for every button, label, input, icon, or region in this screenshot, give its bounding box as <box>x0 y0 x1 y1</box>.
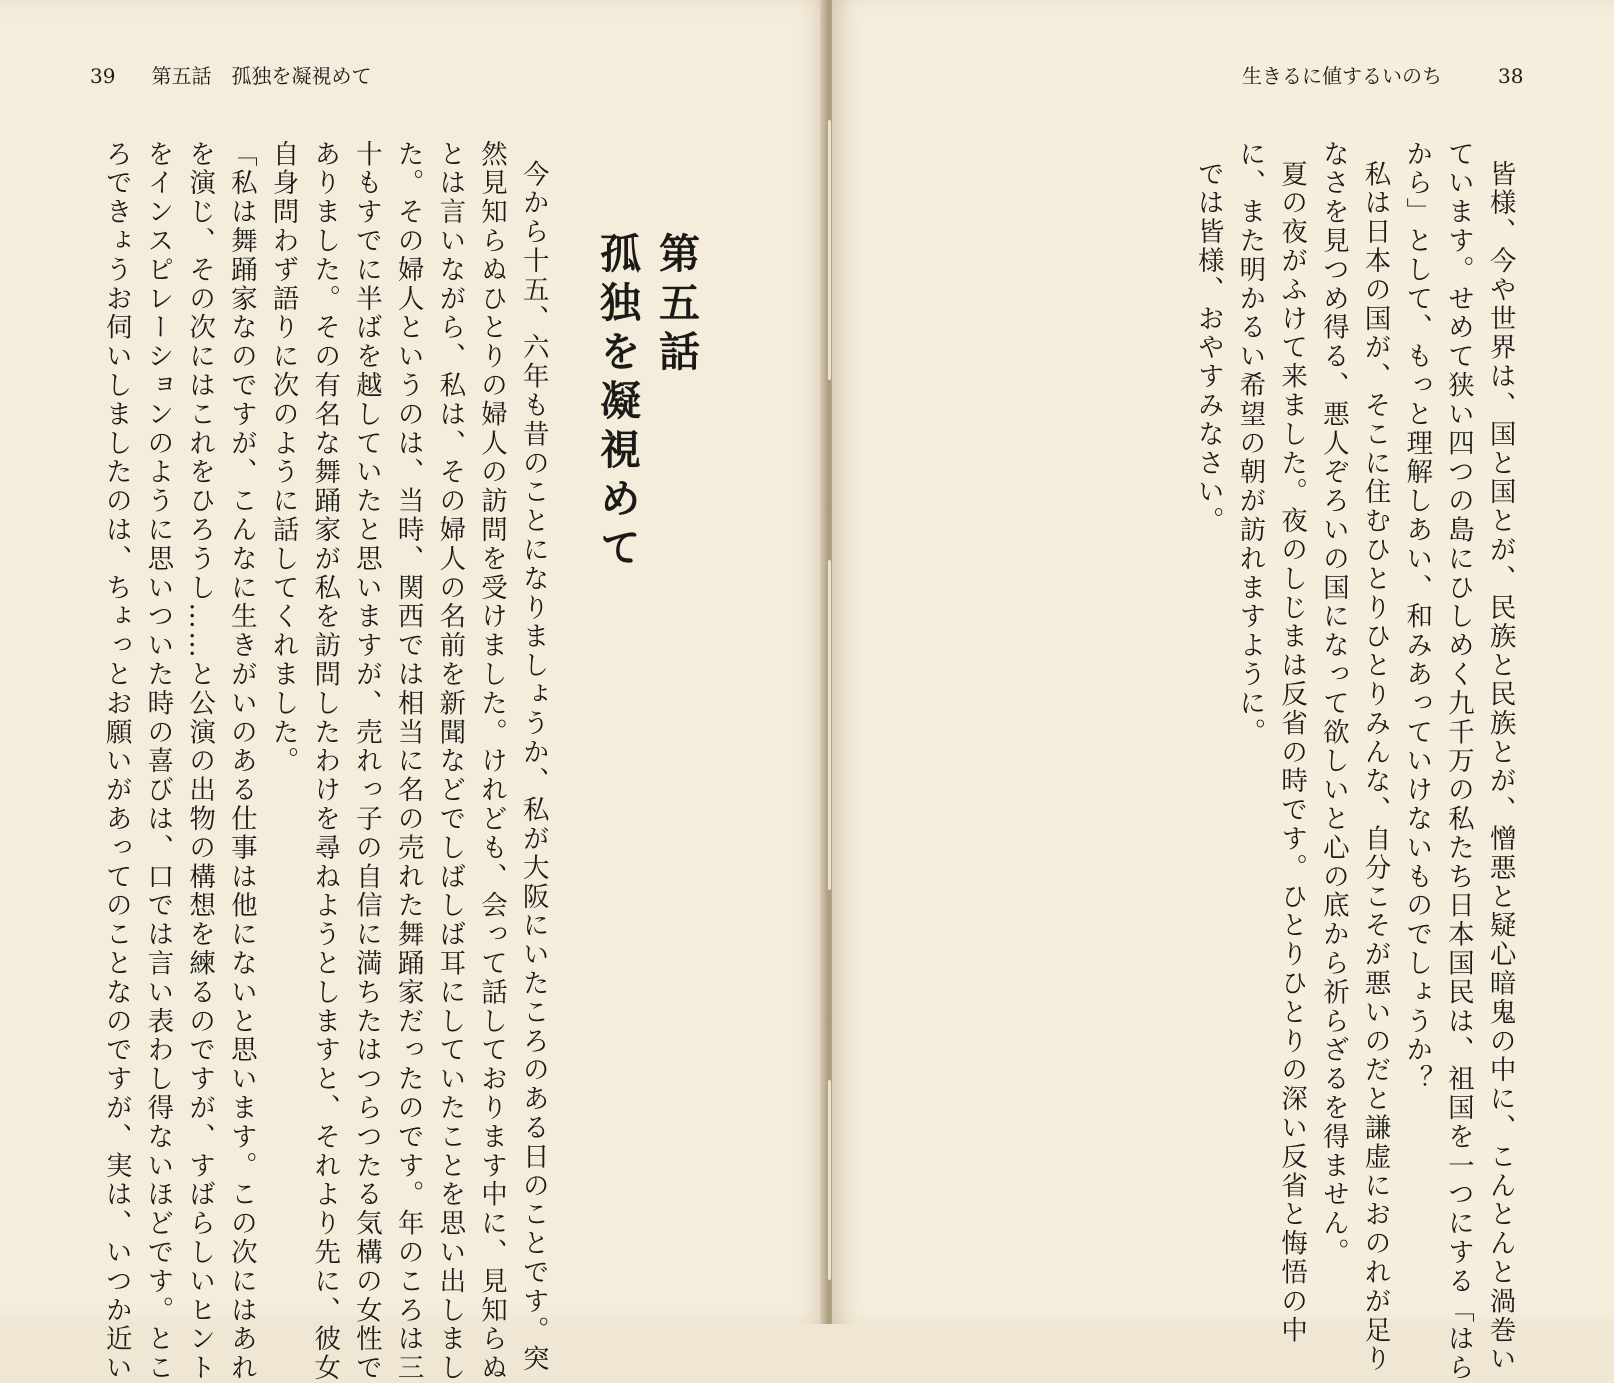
chapter-number: 第五話 <box>652 232 700 379</box>
text-column: を演じ、その次にはこれをひろうし……と公演の出物の構想を練るのですが、すばらしいヒント <box>184 140 216 1383</box>
text-column: 今から十五、六年も昔のことになりましょうか、私が大阪にいたころのある日のことです。突 <box>517 160 549 1374</box>
right-page <box>832 0 1614 1383</box>
text-column: 夏の夜がふけて来ました。夜のしじまは反省の時です。ひとりひとりの深い反省と悔悟の中 <box>1276 160 1308 1345</box>
left-page-header <box>90 60 371 89</box>
text-column: をインスピレーションのように思いついた時の喜びは、口では言い表わし得ないほどです。とこ <box>142 140 174 1383</box>
text-column: とは言いながら、私は、その婦人の名前を新聞などでしばしば耳にしていたことを思い出しまし <box>434 140 466 1383</box>
text-column: 然見知らぬひとりの婦人の訪問を受けました。けれども、会って話しております中に、見知らぬ <box>476 140 508 1383</box>
binding-stitch <box>828 560 831 890</box>
bleed-through-text <box>746 160 788 1200</box>
right-running-head: 生きるに値するいのち <box>1242 64 1442 88</box>
right-page-number: 38 <box>1498 64 1524 88</box>
binding-stitch <box>828 1080 831 1280</box>
chapter-heading <box>588 232 706 575</box>
text-column: ろできょうお伺いしましたのは、ちょっとお願いがあってのことなのですが、実は、いつか近い <box>100 140 132 1383</box>
text-column: ありました。その有名な舞踊家が私を訪問したわけを尋ねようとしますと、それより先に、彼女 <box>309 140 341 1383</box>
right-body-text <box>1187 140 1521 1383</box>
text-column: から」として、もっと理解しあい、和みあっていけないものでしょうか？ <box>1401 140 1433 1094</box>
text-column: 「私は舞踊家なのですが、こんなに生きがいのある仕事は他にないと思います。この次にはあれ <box>225 140 257 1383</box>
text-column: に、また明かるい希望の朝が訪れますように。 <box>1234 140 1266 747</box>
right-page-header <box>1242 60 1523 89</box>
left-body-text <box>95 140 554 1383</box>
text-column: なさを見つめ得る、悪人ぞろいの国になって欲しいと心の底から祈らざるを得ません。 <box>1317 140 1349 1268</box>
text-column: た。その婦人というのは、当時、関西では相当に名の売れた舞踊家だったのです。年のころは三 <box>392 140 424 1383</box>
left-running-head: 第五話 孤独を凝視めて <box>151 64 372 88</box>
text-column: 十もすでに半ばを越していたと思いますが、売れっ子の自信に満ちたはつらつたる気構の女性で <box>350 140 382 1383</box>
text-column: では皆様、おやすみなさい。 <box>1192 160 1224 536</box>
chapter-title: 孤独を凝視めて <box>593 232 641 575</box>
text-column: 私は日本の国が、そこに住むひとりひとりみんな、自分こそが悪いのだと謙虚におのれが足り <box>1359 160 1391 1374</box>
binding-stitch <box>828 120 831 380</box>
text-column: ています。せめて狭い四つの島にひしめく九千万の私たち日本国民は、祖国を一つにする「はら <box>1442 140 1474 1383</box>
text-column: 皆様、今や世界は、国と国とが、民族と民族とが、憎悪と疑心暗鬼の中に、こんとんと渦巻い <box>1484 160 1516 1374</box>
left-page-number: 39 <box>90 64 116 88</box>
bleed-through-text <box>872 150 914 1190</box>
text-column: 自身問わず語りに次のように話してくれました。 <box>267 140 299 776</box>
